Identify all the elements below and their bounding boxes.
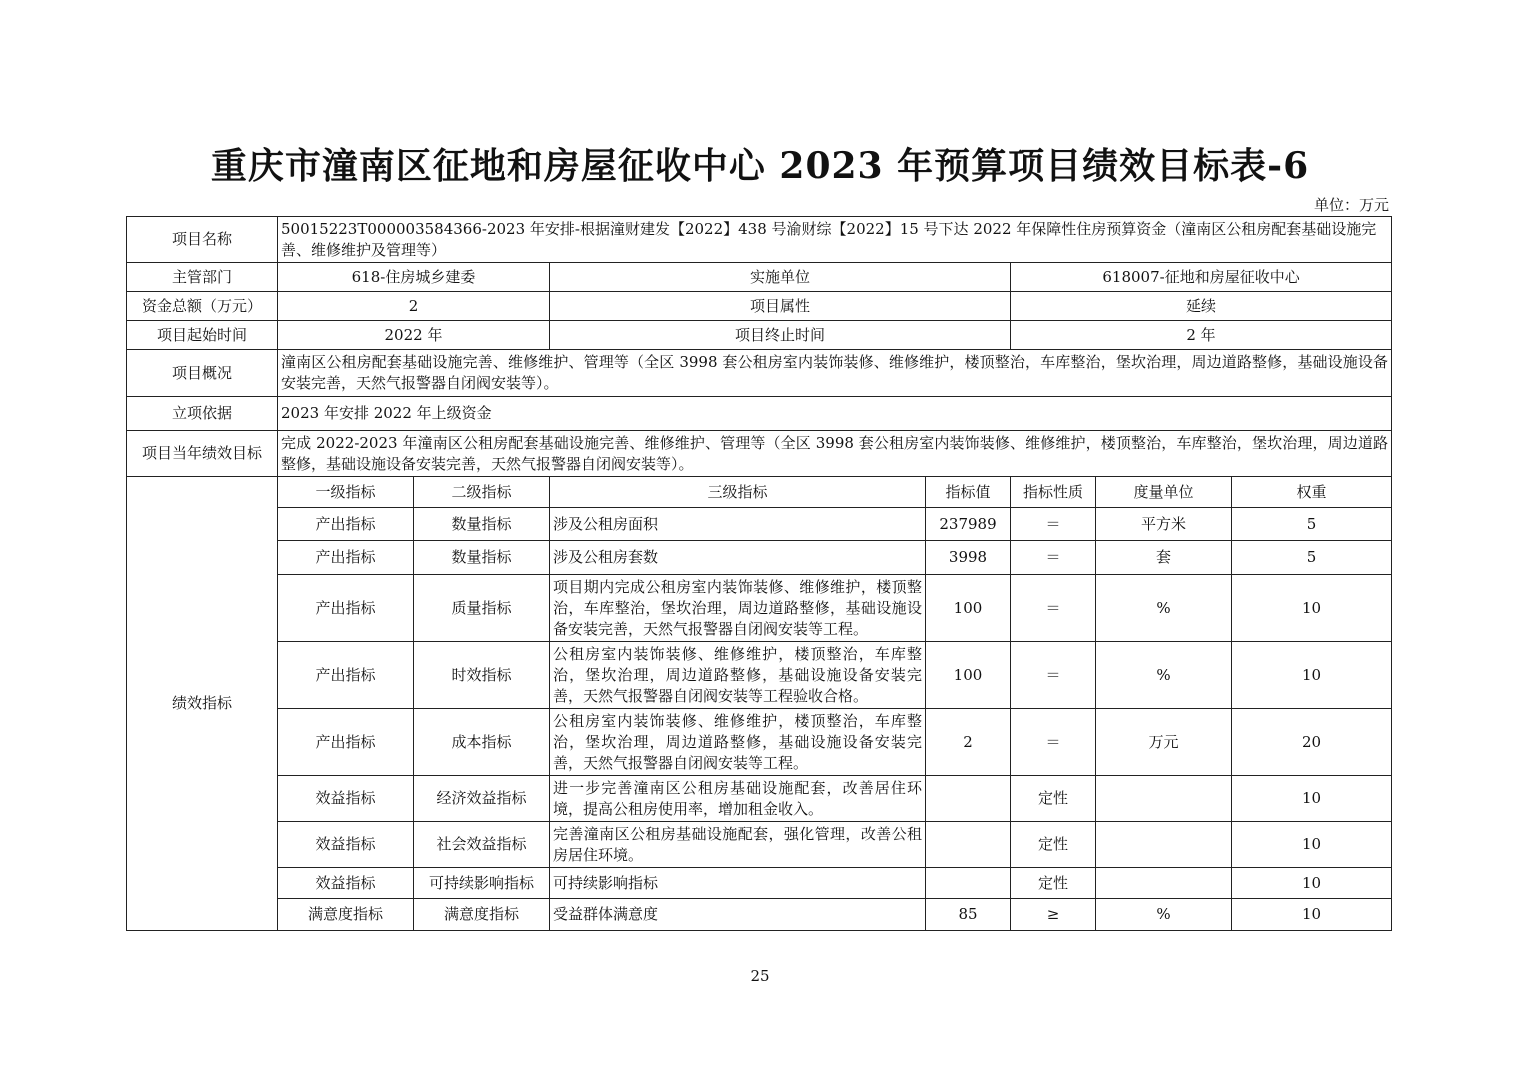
header-level3: 三级指标 — [550, 477, 926, 508]
indicator-unit: % — [1096, 575, 1232, 642]
indicator-level1: 产出指标 — [278, 642, 414, 709]
basis-label: 立项依据 — [127, 397, 278, 431]
indicator-nature: ＝ — [1011, 575, 1096, 642]
indicator-weight: 20 — [1232, 709, 1392, 776]
indicator-row — [127, 508, 1392, 541]
indicator-level2: 可持续影响指标 — [414, 868, 550, 899]
indicator-value — [926, 822, 1011, 868]
indicator-nature: ＝ — [1011, 642, 1096, 709]
indicator-level2: 经济效益指标 — [414, 776, 550, 822]
indicator-row — [127, 709, 1392, 776]
indicator-nature: ≥ — [1011, 899, 1096, 931]
indicator-weight: 10 — [1232, 868, 1392, 899]
indicator-value: 237989 — [926, 508, 1011, 541]
indicator-row — [127, 822, 1392, 868]
header-nature: 指标性质 — [1011, 477, 1096, 508]
project-name-value: 50015223T000003584366-2023 年安排-根据潼财建发【2022】438 号渝财综【2022】15 号下达 2022 年保障性住房预算资金（潼南区公租房配套基础设施完善、维修维护及管理等） — [278, 217, 1392, 263]
row-time — [127, 321, 1392, 350]
indicator-unit — [1096, 822, 1232, 868]
project-name-label: 项目名称 — [127, 217, 278, 263]
indicator-level3: 公租房室内装饰装修、维修维护，楼顶整治，车库整治，堡坎治理，周边道路整修，基础设施设备安装完善，天然气报警器自闭阀安装等工程验收合格。 — [550, 642, 926, 709]
start-time-label: 项目起始时间 — [127, 321, 278, 350]
indicator-unit: % — [1096, 899, 1232, 931]
overview-value: 潼南区公租房配套基础设施完善、维修维护、管理等（全区 3998 套公租房室内装饰装修、维修维护，楼顶整治，车库整治，堡坎治理，周边道路整修，基础设施设备安装完善，天然气报警器自闭阀安装等）。 — [278, 350, 1392, 397]
row-basis — [127, 397, 1392, 431]
end-time-value: 2 年 — [1011, 321, 1392, 350]
performance-indicator-label: 绩效指标 — [127, 477, 278, 931]
indicator-level3: 完善潼南区公租房基础设施配套，强化管理，改善公租房居住环境。 — [550, 822, 926, 868]
indicator-level3: 公租房室内装饰装修、维修维护，楼顶整治，车库整治，堡坎治理，周边道路整修，基础设施设备安装完善，天然气报警器自闭阀安装等工程。 — [550, 709, 926, 776]
basis-value: 2023 年安排 2022 年上级资金 — [278, 397, 1392, 431]
indicator-value — [926, 868, 1011, 899]
indicator-weight: 5 — [1232, 541, 1392, 575]
indicator-weight: 10 — [1232, 899, 1392, 931]
indicator-level1: 产出指标 — [278, 575, 414, 642]
indicator-level1: 效益指标 — [278, 776, 414, 822]
indicator-value: 2 — [926, 709, 1011, 776]
annual-goal-value: 完成 2022-2023 年潼南区公租房配套基础设施完善、维修维护、管理等（全区 3998 套公租房室内装饰装修、维修维护，楼顶整治，车库整治，堡坎治理，周边道路整修，基础设施设备安装完善，天然气报警器自闭阀安装等）。 — [278, 431, 1392, 477]
indicator-unit — [1096, 776, 1232, 822]
page-title: 重庆市潼南区征地和房屋征收中心 2023 年预算项目绩效目标表-6 — [210, 145, 1310, 187]
indicator-level3: 涉及公租房套数 — [550, 541, 926, 575]
indicator-level3: 受益群体满意度 — [550, 899, 926, 931]
page-number: 25 — [750, 967, 770, 985]
indicator-value — [926, 776, 1011, 822]
indicator-unit: 万元 — [1096, 709, 1232, 776]
indicator-weight: 10 — [1232, 642, 1392, 709]
indicator-unit: 平方米 — [1096, 508, 1232, 541]
indicator-nature: 定性 — [1011, 868, 1096, 899]
annual-goal-label: 项目当年绩效目标 — [127, 431, 278, 477]
indicator-level2: 数量指标 — [414, 508, 550, 541]
indicator-level2: 质量指标 — [414, 575, 550, 642]
indicator-value: 3998 — [926, 541, 1011, 575]
indicator-level3: 可持续影响指标 — [550, 868, 926, 899]
indicator-value: 100 — [926, 575, 1011, 642]
indicator-level1: 效益指标 — [278, 822, 414, 868]
department-value: 618-住房城乡建委 — [278, 263, 550, 292]
header-weight: 权重 — [1232, 477, 1392, 508]
indicator-nature: ＝ — [1011, 508, 1096, 541]
indicator-row — [127, 868, 1392, 899]
indicator-row — [127, 642, 1392, 709]
attribute-value: 延续 — [1011, 292, 1392, 321]
indicator-level1: 产出指标 — [278, 541, 414, 575]
row-overview — [127, 350, 1392, 397]
overview-label: 项目概况 — [127, 350, 278, 397]
indicator-level2: 满意度指标 — [414, 899, 550, 931]
indicator-level3: 进一步完善潼南区公租房基础设施配套，改善居住环境，提高公租房使用率，增加租金收入。 — [550, 776, 926, 822]
fund-label: 资金总额（万元） — [127, 292, 278, 321]
indicator-level3: 涉及公租房面积 — [550, 508, 926, 541]
start-time-value: 2022 年 — [278, 321, 550, 350]
row-annual-goal — [127, 431, 1392, 477]
row-fund — [127, 292, 1392, 321]
indicator-unit — [1096, 868, 1232, 899]
indicator-level1: 产出指标 — [278, 709, 414, 776]
indicator-weight: 5 — [1232, 508, 1392, 541]
indicator-level1: 产出指标 — [278, 508, 414, 541]
implementer-value: 618007-征地和房屋征收中心 — [1011, 263, 1392, 292]
indicator-row — [127, 776, 1392, 822]
indicator-value: 85 — [926, 899, 1011, 931]
indicator-weight: 10 — [1232, 822, 1392, 868]
indicator-weight: 10 — [1232, 776, 1392, 822]
indicator-level2: 时效指标 — [414, 642, 550, 709]
unit-label: 单位：万元 — [1313, 196, 1389, 214]
indicator-level2: 数量指标 — [414, 541, 550, 575]
indicator-nature: ＝ — [1011, 709, 1096, 776]
indicator-nature: 定性 — [1011, 822, 1096, 868]
department-label: 主管部门 — [127, 263, 278, 292]
indicator-unit: % — [1096, 642, 1232, 709]
indicator-value: 100 — [926, 642, 1011, 709]
attribute-label: 项目属性 — [550, 292, 1011, 321]
fund-value: 2 — [278, 292, 550, 321]
header-level1: 一级指标 — [278, 477, 414, 508]
row-project-name — [127, 217, 1392, 263]
indicator-nature: 定性 — [1011, 776, 1096, 822]
end-time-label: 项目终止时间 — [550, 321, 1011, 350]
row-department — [127, 263, 1392, 292]
indicator-level1: 满意度指标 — [278, 899, 414, 931]
indicator-level2: 成本指标 — [414, 709, 550, 776]
indicator-level1: 效益指标 — [278, 868, 414, 899]
indicator-unit: 套 — [1096, 541, 1232, 575]
indicator-weight: 10 — [1232, 575, 1392, 642]
indicator-header-row — [127, 477, 1392, 508]
header-value: 指标值 — [926, 477, 1011, 508]
indicator-nature: ＝ — [1011, 541, 1096, 575]
indicator-row — [127, 899, 1392, 931]
indicator-row — [127, 575, 1392, 642]
indicator-row — [127, 541, 1392, 575]
indicator-level3: 项目期内完成公租房室内装饰装修、维修维护，楼顶整治，车库整治，堡坎治理，周边道路整修，基础设施设备安装完善，天然气报警器自闭阀安装等工程。 — [550, 575, 926, 642]
performance-table — [126, 216, 1392, 931]
header-unit: 度量单位 — [1096, 477, 1232, 508]
header-level2: 二级指标 — [414, 477, 550, 508]
indicator-level2: 社会效益指标 — [414, 822, 550, 868]
implementer-label: 实施单位 — [550, 263, 1011, 292]
